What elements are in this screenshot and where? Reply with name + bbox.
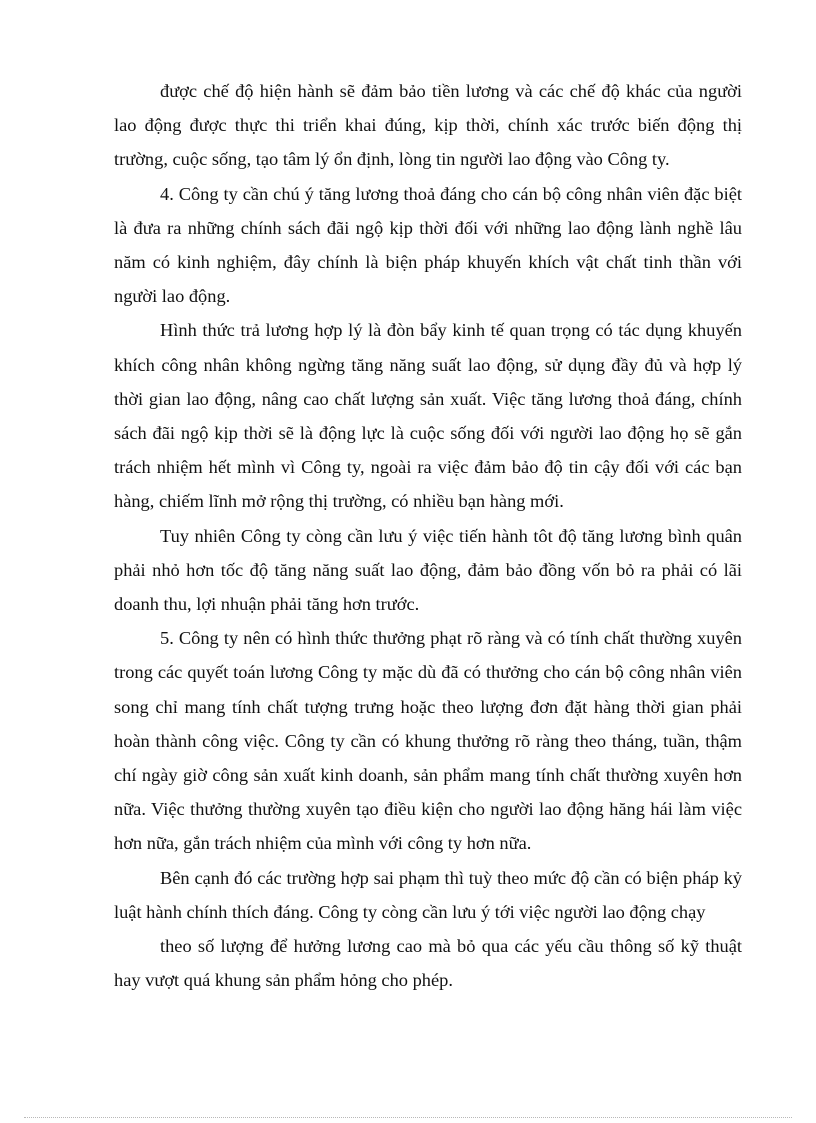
document-body xyxy=(114,74,742,997)
paragraph-quality-note: theo số lượng để hưởng lương cao mà bỏ qua các yếu cầu thông số kỹ thuật hay vượt quá khung sản phẩm hỏng cho phép. xyxy=(114,936,742,991)
paragraph-salary-growth: Tuy nhiên Công ty còng cần lưu ý việc tiến hành tôt độ tăng lương bình quân phải nhỏ hơn tốc độ tăng năng suất lao động, đảm bảo đồng vốn bỏ ra phải có lãi doanh thu, lợi nhuận phải tăng hơn trước. xyxy=(114,525,742,615)
page-bottom-divider xyxy=(24,1117,792,1118)
paragraph-point-4: 4. Công ty cần chú ý tăng lương thoả đáng cho cán bộ công nhân viên đặc biệt là đưa ra những chính sách đãi ngộ kịp thời đối với những lao động lành nghề lâu năm có kinh nghiệm, đây chính là biện pháp khuyến khích vật chất tinh thần với người lao động. xyxy=(114,183,742,307)
paragraph-intro-continuation: được chế độ hiện hành sẽ đảm bảo tiền lương và các chế độ khác của người lao động được thực thi triển khai đúng, kịp thời, chính xác trước biến động thị trường, cuộc sống, tạo tâm lý ổn định, lòng tin người lao động vào Công ty. xyxy=(114,81,742,170)
paragraph-point-5: 5. Công ty nên có hình thức thưởng phạt rõ ràng và có tính chất thường xuyên trong các quyết toán lương Công ty mặc dù đã có thưởng cho cán bộ công nhân viên song chỉ mang tính chất tượng trưng hoặc theo lượng đơn đặt hàng thời gian phải hoàn thành công việc. Công ty cần có khung thưởng rõ ràng theo tháng, tuần, thậm chí ngày giờ công sản xuất kinh doanh, sản phẩm mang tính chất thường xuyên hơn nữa. Việc thưởng thường xuyên tạo điều kiện cho người lao động hăng hái làm việc hơn nữa, gắn trách nhiệm của mình với công ty hơn nữa. xyxy=(114,628,742,854)
paragraph-payment-form: Hình thức trả lương hợp lý là đòn bẩy kinh tế quan trọng có tác dụng khuyến khích công nhân không ngừng tăng năng suất lao động, sử dụng đầy đủ và hợp lý thời gian lao động, nâng cao chất lượng sản xuất. Việc tăng lương thoả đáng, chính sách đãi ngộ kịp thời sẽ là động lực là cuộc sống đối với người lao động họ sẽ gắn trách nhiệm hết mình vì Công ty, ngoài ra việc đảm bảo độ tin cậy đối với các bạn hàng, chiếm lĩnh mở rộng thị trường, có nhiều bạn hàng mới. xyxy=(114,320,742,512)
paragraph-violations: Bên cạnh đó các trường hợp sai phạm thì tuỳ theo mức độ cần có biện pháp kỷ luật hành chính thích đáng. Công ty còng cần lưu ý tới việc người lao động chạy xyxy=(114,867,742,922)
